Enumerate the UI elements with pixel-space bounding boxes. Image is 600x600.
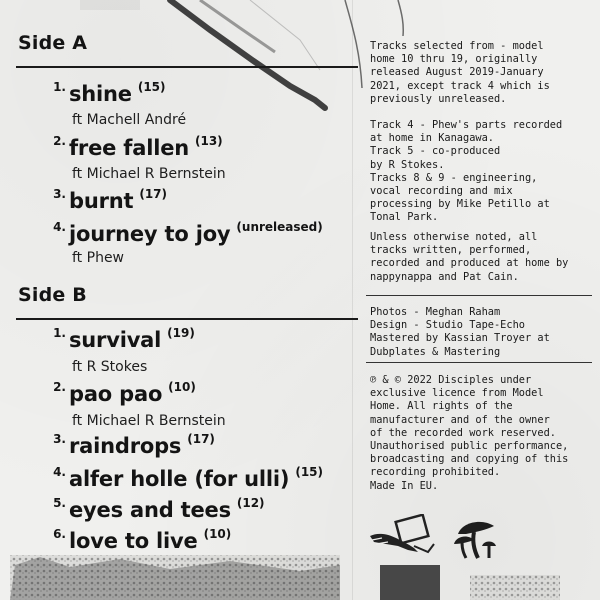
track-b1 (46, 326, 195, 352)
track-number: 3. (53, 187, 66, 201)
photo-strip-decoration (0, 545, 600, 600)
track-title: love to live (69, 529, 198, 553)
track-number: 4. (53, 465, 66, 479)
track-b3 (46, 432, 215, 458)
track-number: 1. (53, 326, 66, 340)
track-number: 2. (53, 134, 66, 148)
track-b2-feature: ft Michael R Bernstein (72, 413, 226, 429)
track-source-number: (19) (167, 326, 195, 340)
track-title: journey to joy (69, 222, 231, 246)
track-number: 4. (53, 220, 66, 234)
track-a4-feature: ft Phew (72, 250, 125, 266)
track-number: 5. (53, 496, 66, 510)
track-a2 (46, 134, 223, 160)
track-title: alfer holle (for ulli) (69, 467, 290, 491)
track-credits: Track 4 - Phew's parts recorded at home in Kanagawa. Track 5 - co-produced by R Stokes. Tracks 8 & 9 - engineering, vocal recording and mix processing by Mike Petillo at Tonal Park. (370, 119, 563, 224)
track-title: survival (69, 328, 162, 352)
track-a3 (46, 187, 167, 213)
track-source-number: (15) (137, 80, 166, 94)
track-a1-feature: ft Machell André (72, 112, 187, 128)
track-a4 (46, 220, 323, 246)
track-note: (unreleased) (236, 220, 323, 234)
track-source-number: (12) (236, 496, 265, 510)
track-b4 (46, 465, 323, 491)
notes-divider (366, 295, 592, 296)
track-b5 (46, 496, 265, 522)
track-title: pao pao (69, 382, 163, 406)
track-source-number: (13) (195, 134, 223, 148)
track-title: shine (69, 82, 132, 106)
side-b-divider (16, 318, 358, 320)
side-a-title: Side A (18, 32, 88, 54)
track-source-number: (17) (187, 432, 215, 446)
legal-notice: ℗ & © 2022 Disciples under exclusive licence from Model Home. All rights of the manufacturer and of the owner of the recorded work reserved. Unauthorised public performance, broadcasting and copying of this recording prohibited. Made In EU. (370, 374, 569, 492)
track-number: 2. (53, 380, 66, 394)
track-number: 1. (53, 80, 66, 94)
design-credits: Photos - Meghan Raham Design - Studio Tape-Echo Mastered by Kassian Troyer at Dubplates & Mastering (370, 306, 550, 358)
track-source-number: (10) (168, 380, 196, 394)
track-title: raindrops (69, 434, 182, 458)
side-a-divider (16, 66, 358, 68)
source-note: Tracks selected from - model home 10 thru 19, originally released August 2019-January 2021, except track 4 which is previously unreleased. (370, 40, 550, 105)
track-number: 3. (53, 432, 66, 446)
track-a2-feature: ft Michael R Bernstein (72, 166, 226, 182)
track-title: burnt (69, 189, 134, 213)
track-title: eyes and tees (69, 498, 231, 522)
side-b-title: Side B (18, 284, 87, 306)
track-a1 (46, 80, 166, 106)
track-number: 6. (53, 527, 66, 541)
production-note: Unless otherwise noted, all tracks written, performed, recorded and produced at home by nappynappa and Pat Cain. (370, 231, 569, 283)
track-source-number: (17) (139, 187, 167, 201)
track-title: free fallen (69, 136, 189, 160)
track-source-number: (10) (203, 527, 232, 541)
notes-divider-2 (366, 362, 592, 363)
track-b1-feature: ft R Stokes (72, 359, 148, 375)
track-b2 (46, 380, 196, 406)
track-source-number: (15) (295, 465, 323, 479)
